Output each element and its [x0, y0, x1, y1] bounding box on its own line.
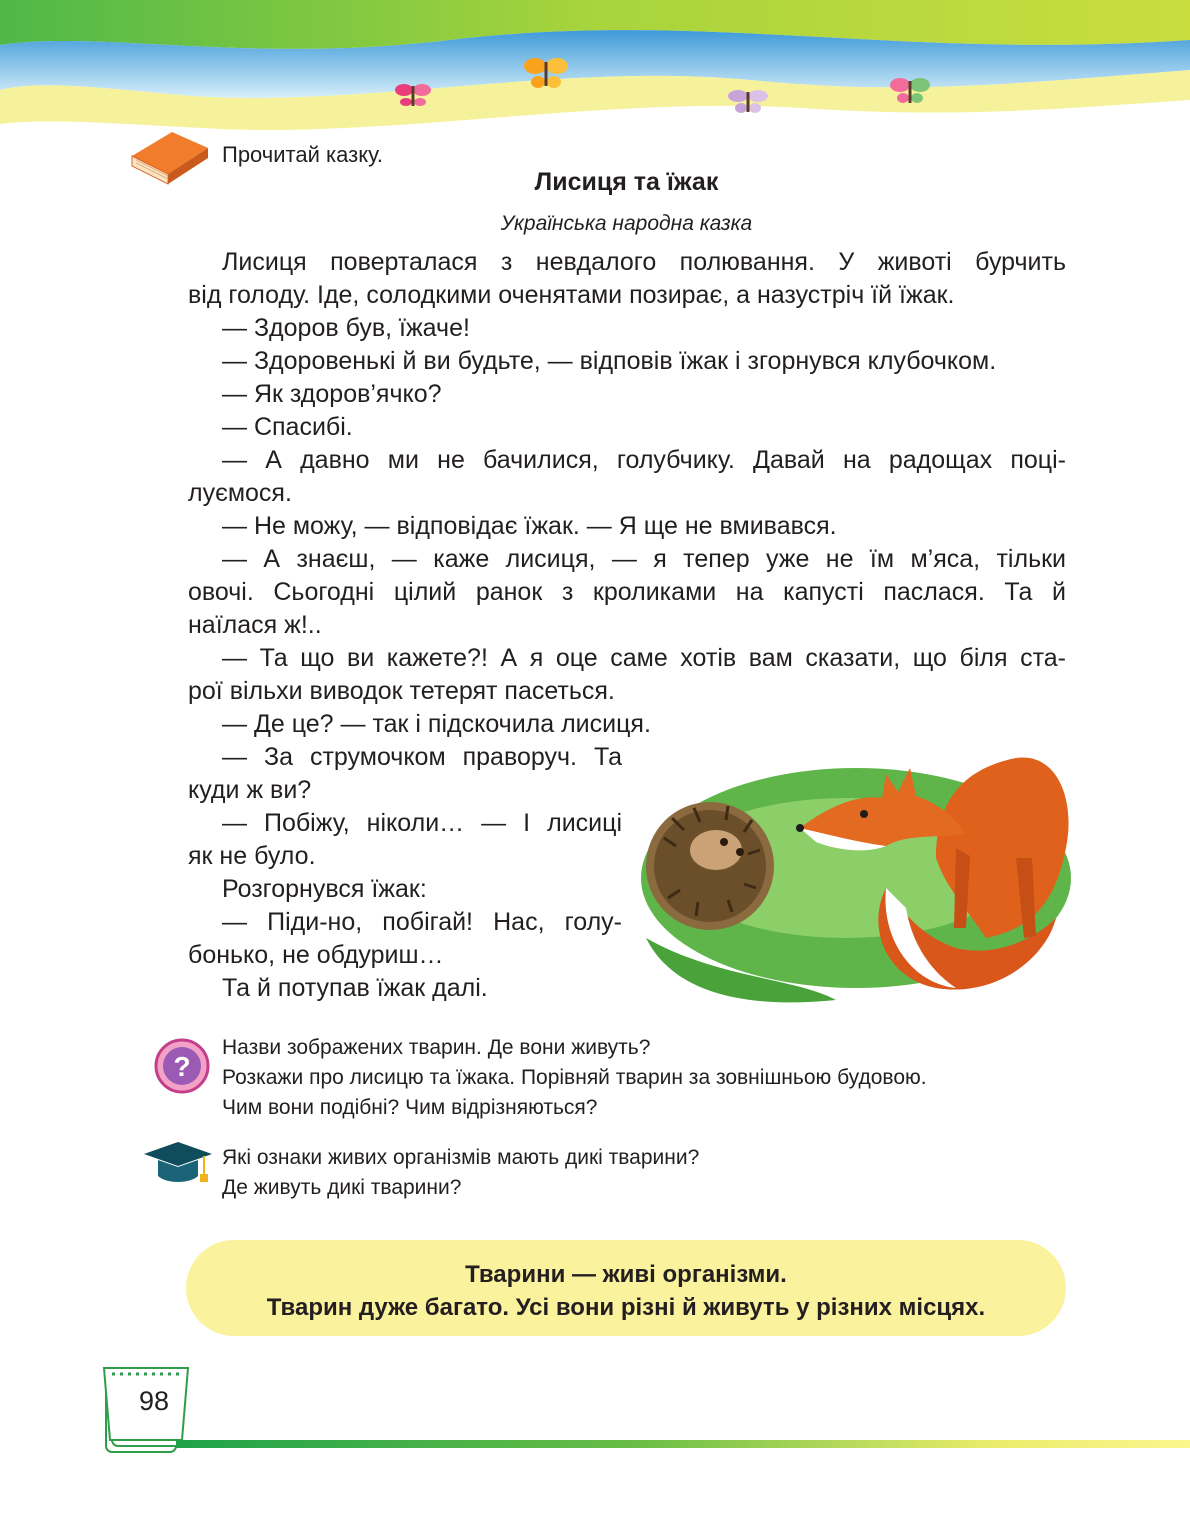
story-line: — А давно ми не бачилися, голубчику. Давай на радощах поці- — [222, 446, 1066, 474]
story-paragraph — [188, 873, 622, 906]
story-line: луємося. — [188, 479, 292, 507]
butterfly-icon — [395, 84, 431, 106]
story-paragraph — [188, 345, 1066, 378]
story-line: Розгорнувся їжак: — [222, 875, 427, 903]
story-line: як не було. — [188, 842, 316, 870]
story-paragraph — [188, 807, 622, 873]
story-paragraph — [188, 411, 1066, 444]
story-paragraph — [188, 642, 1066, 708]
hedgehog-image — [646, 802, 774, 930]
story-line: Лисиця поверталася з невдалого полювання. У животі бурчить — [222, 248, 1066, 276]
story-line: — Побіжу, ніколи… — І лисиці — [222, 809, 622, 837]
graduation-cap-icon — [142, 1140, 214, 1190]
knowledge-question-line: Які ознаки живих організмів мають дикі тварини? — [222, 1146, 700, 1169]
story-line: рої вільхи виводок тетерят пасеться. — [188, 677, 615, 705]
story-paragraph — [188, 312, 1066, 345]
question-mark-icon — [154, 1038, 210, 1094]
story-paragraph — [188, 378, 1066, 411]
footer-divider — [176, 1440, 1190, 1448]
story-title: Лисиця та їжак — [534, 168, 719, 196]
story-line: — Та що ви кажете?! А я оце саме хотів вам сказати, що біля ста- — [222, 644, 1066, 672]
story-line: — Як здоров’ячко? — [222, 380, 442, 408]
fox-and-hedgehog-illustration — [636, 738, 1074, 1014]
story-line: — Піди-но, побігай! Нас, голу- — [222, 908, 622, 936]
story-line: куди ж ви? — [188, 776, 312, 804]
story-paragraph — [188, 543, 1066, 642]
story-line: Та й потупав їжак далі. — [222, 974, 488, 1002]
story-line: — Де це? — так і підскочила лисиця. — [222, 710, 651, 738]
story-line: — Не можу, — відповідає їжак. — Я ще не вмивався. — [222, 512, 837, 540]
knowledge-question-line: Де живуть дикі тварини? — [222, 1176, 462, 1199]
story-paragraph — [188, 906, 622, 972]
conclusion-line: Тварини — живі організми. — [465, 1261, 787, 1288]
page-number: 98 — [138, 1386, 170, 1416]
story-line: — А знаєш, — каже лисиця, — я тепер уже не їм м’яса, тільки — [222, 545, 1066, 573]
story-line: від голоду. Іде, солодкими оченятами позирає, а назустріч їй їжак. — [188, 281, 955, 309]
story-paragraph — [188, 741, 622, 807]
story-paragraph — [188, 246, 1066, 312]
story-paragraph — [188, 708, 1066, 741]
question-line: Назви зображених тварин. Де вони живуть? — [222, 1036, 651, 1059]
story-line: — Здоров був, їжаче! — [222, 314, 470, 342]
conclusion-line: Тварин дуже багато. Усі вони різні й живуть у різних місцях. — [266, 1294, 986, 1321]
svg-text:?: ? — [173, 1051, 191, 1082]
story-line: бонько, не обдуриш… — [188, 941, 444, 969]
story-paragraph — [188, 444, 1066, 510]
question-line: Розкажи про лисицю та їжака. Порівняй тварин за зовнішньою будовою. — [222, 1066, 927, 1089]
story-line: — Здоровенькі й ви будьте, — відповів їжак і згорнувся клубочком. — [222, 347, 997, 375]
question-line: Чим вони подібні? Чим відрізняються? — [222, 1096, 598, 1119]
story-line: — За струмочком праворуч. Та — [222, 743, 622, 771]
instruction-text: Прочитай казку. — [222, 142, 383, 167]
story-line: — Спасибі. — [222, 413, 353, 441]
story-paragraph — [188, 510, 1066, 543]
story-line: наїлася ж!.. — [188, 611, 322, 639]
conclusion-box — [186, 1240, 1066, 1336]
story-line: овочі. Сьогодні цілий ранок з кроликами на капусті паслася. Та й — [188, 578, 1066, 606]
story-subtitle: Українська народна казка — [500, 212, 753, 235]
story-paragraph — [188, 972, 622, 1005]
